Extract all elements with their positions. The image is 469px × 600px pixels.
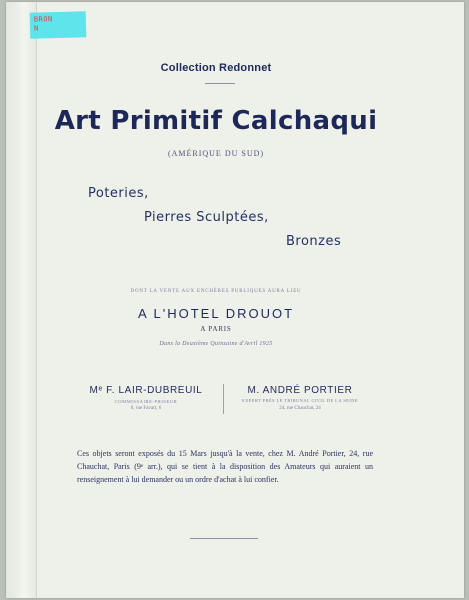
sale-intro: DONT LA VENTE AUX ENCHÈRES PUBLIQUES AURA LIEU	[130, 289, 302, 294]
sale-venue: A L'HOTEL DROUOT	[137, 306, 295, 321]
page-title: Art Primitif Calchaqui	[54, 106, 378, 136]
item-pierres-sculptees: Pierres Sculptées,	[144, 210, 269, 225]
column-divider	[223, 384, 224, 414]
auctioneer-address: 6, rue Favart, 6	[130, 406, 162, 411]
exhibition-notice: Ces objets seront exposés du 15 Mars jusqu'à la vente, chez M. André Portier, 24, rue Chauchat, Paris (9ᵉ arr.), qui se tient à la disposition des Amateurs qui auraient un renseignement à lui demander ou un ordre d'achat à lui confier.	[77, 449, 373, 484]
sale-date: Dans la Deuxième Quinzaine d'Avril 1925	[159, 341, 273, 347]
page-binding-edge	[6, 2, 37, 598]
collection-name: Collection Redonnet	[160, 62, 272, 74]
library-sticker	[30, 11, 87, 38]
sale-city: A PARIS	[200, 325, 232, 333]
expert-address: 24, rue Chauchat, 24	[279, 406, 321, 411]
expert-name: M. ANDRÉ PORTIER	[247, 385, 353, 396]
sticker-line-2: N	[33, 24, 39, 33]
auctioneer-name: Mᵉ F. LAIR-DUBREUIL	[89, 385, 203, 396]
ornament-rule	[205, 83, 235, 84]
item-bronzes: Bronzes	[286, 234, 342, 249]
sticker-line-1: BRON	[33, 15, 53, 24]
bottom-ornament-rule	[190, 538, 258, 539]
catalog-page	[6, 2, 464, 598]
page-subtitle: (AMÉRIQUE DU SUD)	[167, 149, 265, 158]
auctioneer-title: COMMISSAIRE-PRISEUR	[114, 399, 178, 404]
item-poteries: Poteries,	[88, 186, 149, 201]
expert-title: EXPERT PRÈS LE TRIBUNAL CIVIL DE LA SEINE	[241, 398, 358, 403]
